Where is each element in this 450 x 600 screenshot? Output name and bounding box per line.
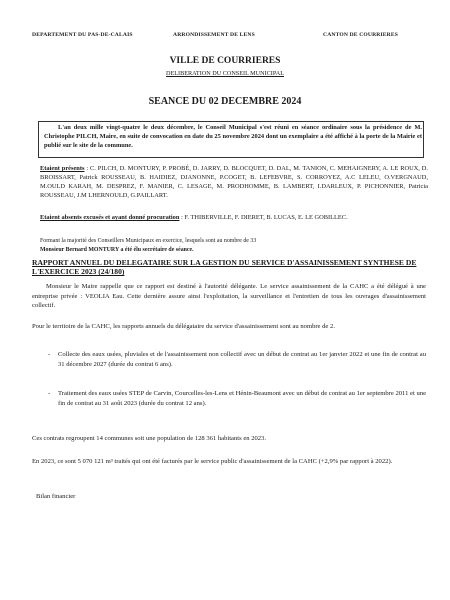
presents-paragraph — [40, 165, 428, 201]
excuses-paragraph — [40, 214, 428, 223]
paragraph-communes: Ces contrats regroupent 14 communes soit une population de 128 361 habitants en 2023. — [32, 435, 267, 442]
page-header — [32, 32, 410, 42]
presents-label: Etaient présents — [40, 165, 85, 172]
bullet-dash: - — [48, 351, 51, 358]
paragraph-volumes: En 2023, ce sont 5 070 121 m³ traités qui ont été facturés par le service public d'assainissement de la CAHC (+2,9% par rapport à 2022). — [32, 458, 393, 465]
convocation-part2: , Maire, en suite de convocation en date du 25 novembre 2024 dont un exemplaire a été affiché à la porte de la Mairie et publié sur le site de la commune. — [44, 132, 422, 149]
document-subtitle: DELIBERATION DU CONSEIL MUNICIPAL — [166, 70, 284, 77]
canton-label: CANTON DE COURRIERES — [323, 32, 399, 38]
president-name: Christophe PILCH — [44, 132, 97, 140]
presents-names: : C. PILCH, D. MONTURY, P. PROBÉ, D. JARRY, D. BLOCQUET, D. DAL, M. TANION, C. MEHAIGNERY, A. LE ROUX, D. BROISSART, Patrick ROUSSEAU, B. HAIDIEZ, DJANONNE, P.COGET, B. LEFEBVRE, S. CORROYEZ, A.C LELEU, O.VERGNAUD, M.OULD KARAH, M. DESPREZ, F. MANIER, C. LESAGE, M. PRODHOMME, B. LAMBERT, I.DARLEUX, P. PICHONNIER, Patricia ROUSSEAU, J.M LHERNOULD, G.PAILLART. — [40, 165, 429, 199]
majorite-text: Formant la majorité des Conseillers Municipaux en exercice, lesquels sont au nombre de 33 — [40, 238, 257, 244]
document-title: VILLE DE COURRIERES — [169, 56, 281, 66]
list-item-text: Collecte des eaux usées, pluviales et de l'assainissement non collectif avec un début de contrat au 1er janvier 2022 et une fin de contrat au 31 décembre 2027 (durée du contrat 6 ans). — [58, 351, 426, 368]
list-item — [48, 389, 426, 408]
departement-label: DEPARTEMENT DU PAS-DE-CALAIS — [32, 32, 133, 38]
excuses-label: Etaient absents excusés et ayant donné procuration — [40, 214, 180, 221]
list-item — [48, 350, 426, 369]
convocation-text — [44, 124, 422, 151]
rapport-title: RAPPORT ANNUEL DU DELEGATAIRE SUR LA GESTION DU SERVICE D'ASSAINISSEMENT SYNTHESE DE L'EXERCICE 2023 (24/180) — [32, 258, 417, 277]
list-item-text: Traitement des eaux usées STEP de Carvin, Courcelles-les-Lens et Hénin-Beaumont avec un début de contrat au 1er septembre 2011 et une fin de contrat au 31 août 2023 (durée du contrat 12 ans). — [58, 390, 426, 407]
paragraph-intro: Monsieur le Maire rappelle que ce rapport est destiné à l'autorité délégante. Le service assainissement de la CAHC a été délégué à une entreprise privée : VEOLIA Eau. Cette dernière assure ainsi l'exploitation, la surveillance et l'entretien de tous les ouvrages d'assainissement collectif. — [32, 283, 426, 309]
bilan-heading: Bilan financier — [36, 493, 76, 500]
paragraph-rapports: Pour le territoire de la CAHC, les rapports annuels du délégataire du service d'assainissement sont au nombre de 2. — [32, 323, 335, 330]
excuses-names: : F. THIBERVILLE, F. DIERET, B. LUCAS, E. LE GOBILLEC. — [179, 214, 348, 221]
seance-title: SEANCE DU 02 DECEMBRE 2024 — [148, 96, 302, 107]
convocation-part1: L'an deux mille vingt-quatre le deux décembre, le Conseil Municipal s'est réuni en séance ordinaire sous la présidence de M. — [58, 124, 422, 131]
secretaire-text: Monsieur Bernard MONTURY a été élu secrétaire de séance. — [40, 247, 194, 253]
bullet-dash: - — [48, 390, 51, 397]
arrondissement-label: ARRONDISSEMENT DE LENS — [173, 32, 255, 38]
